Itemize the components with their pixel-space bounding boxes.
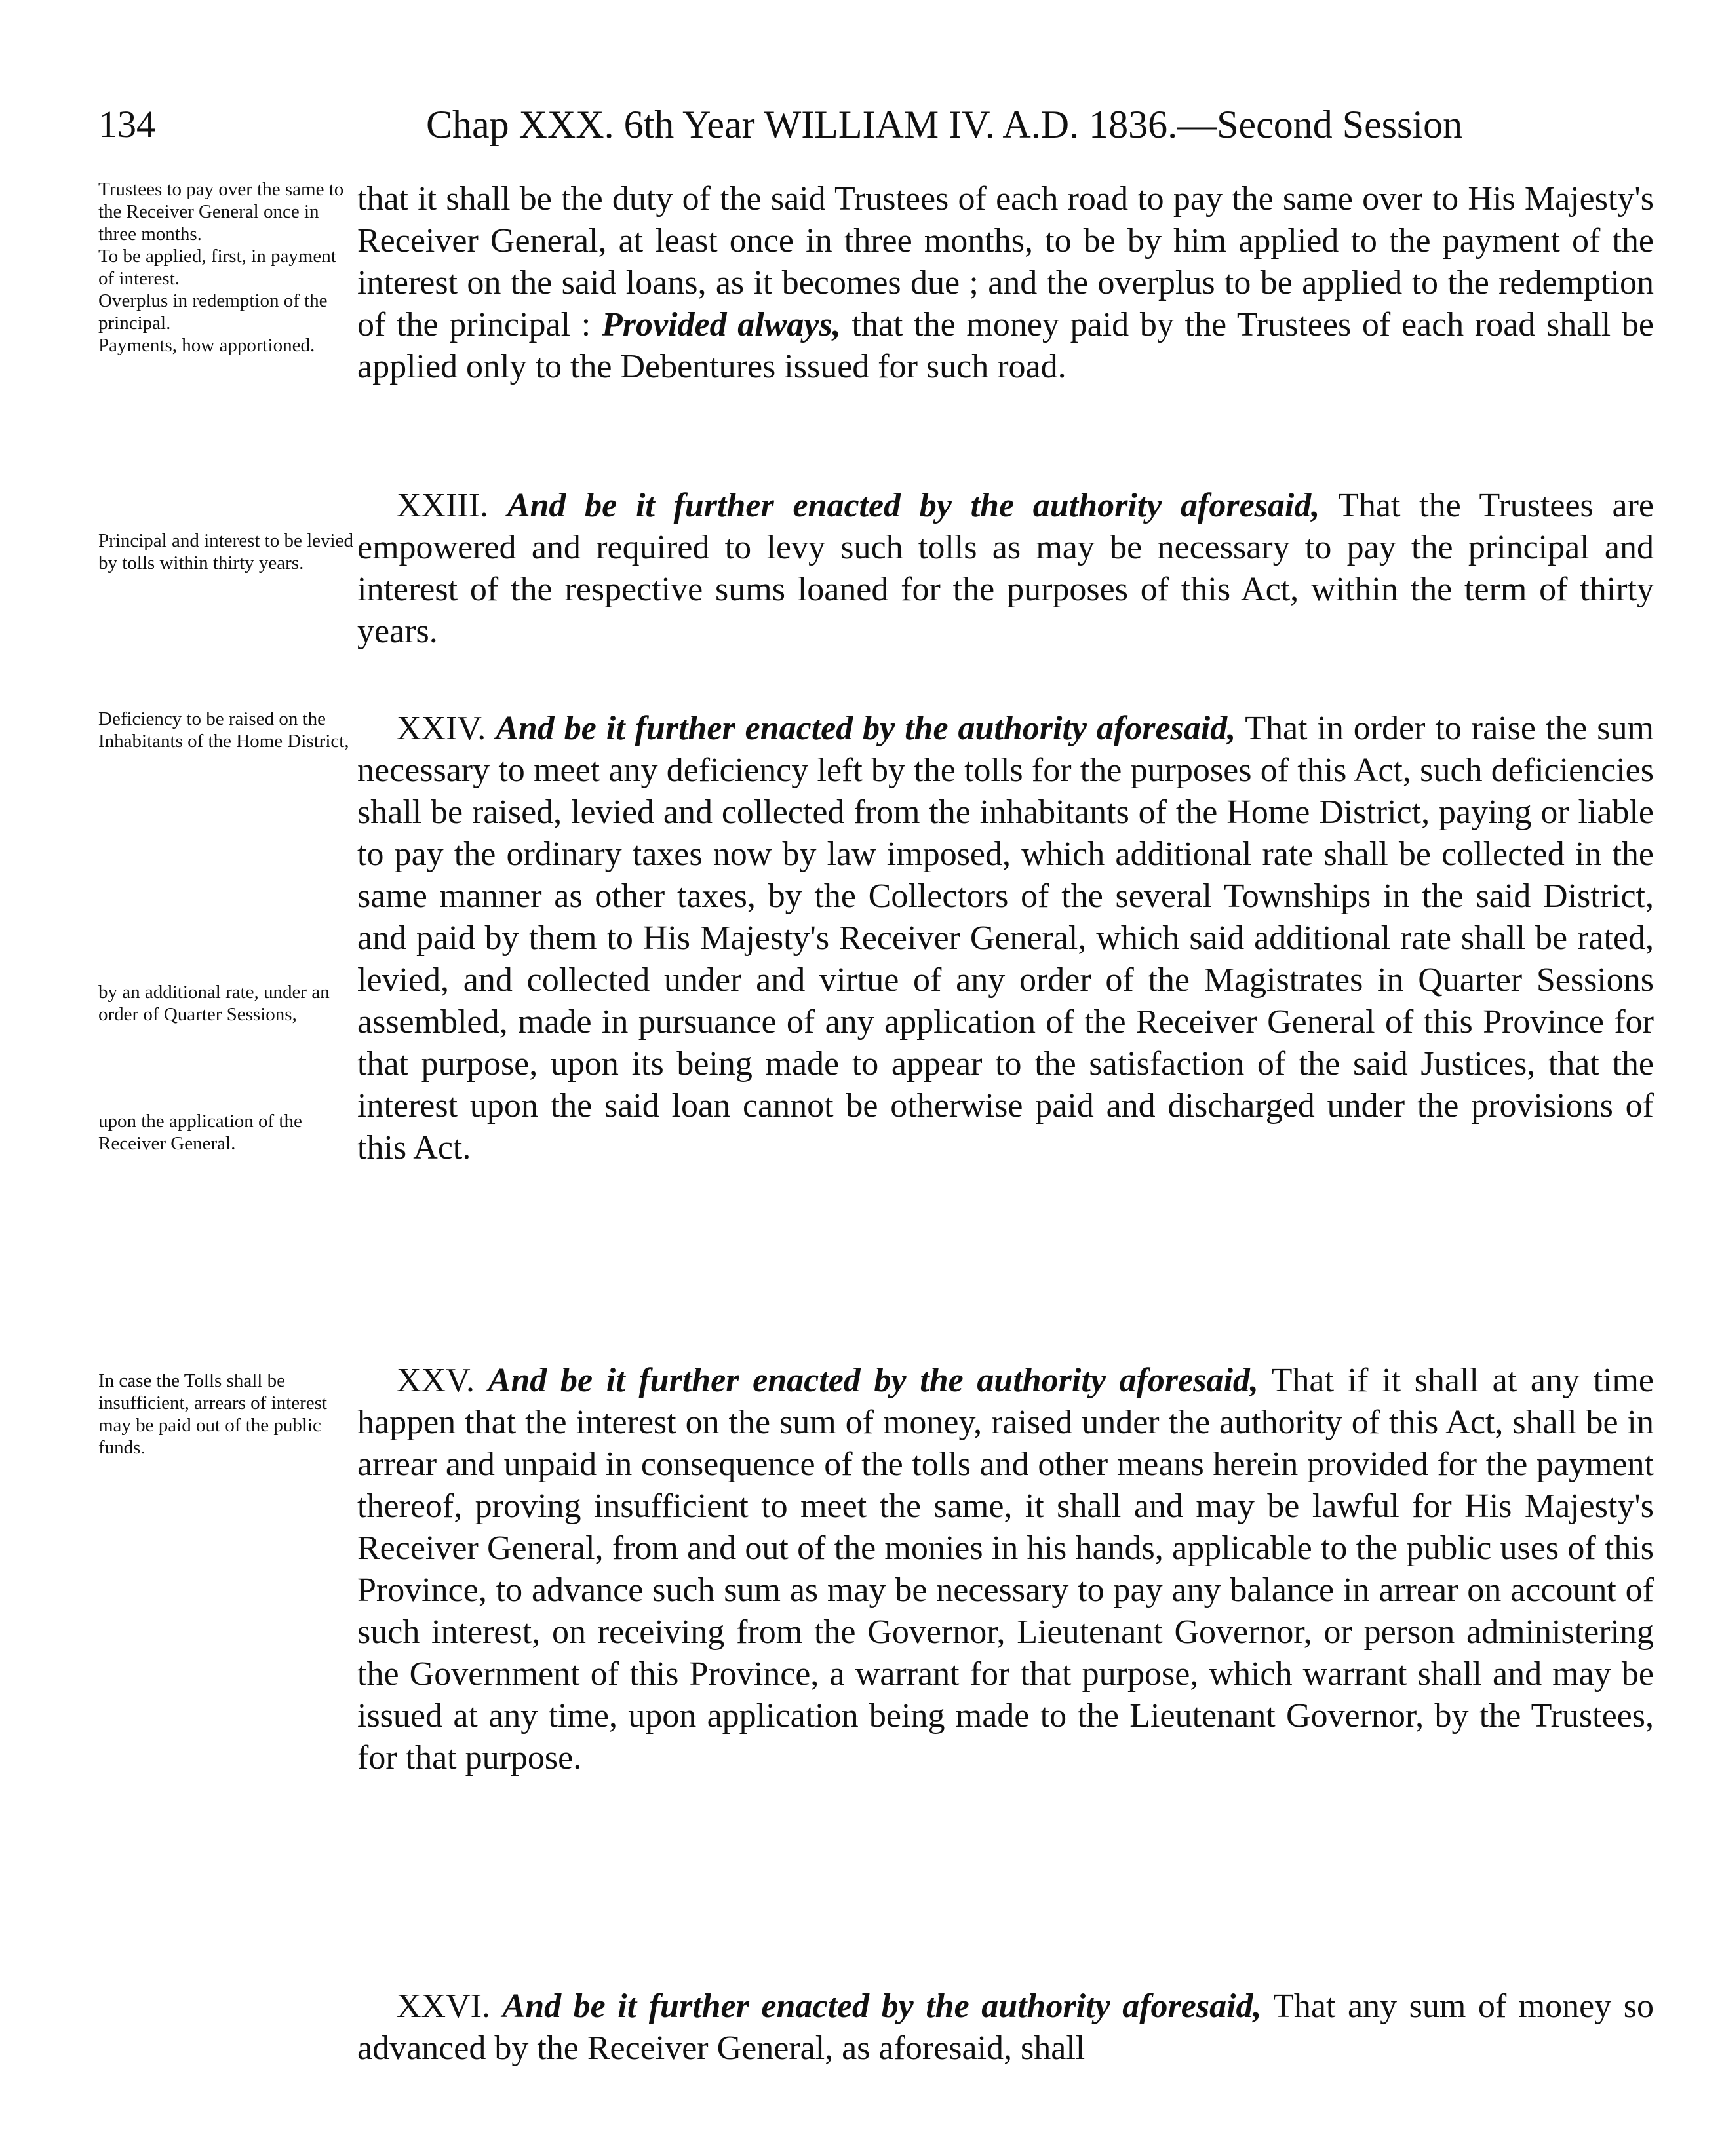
section-xxv	[357, 1360, 1654, 1779]
paragraph-text: that it shall be the duty of the said Trustees of each road to pay the same over to His Majesty's Receiver General, at least once in three months, to be by him applied to the payment of the interest on the said loans, as it becomes due ; and the overplus to be applied to the redemption of the principal :	[357, 180, 1654, 343]
margin-note-deficiency	[98, 708, 354, 752]
section-number: XXVI.	[397, 1988, 490, 2025]
proviso: Provided always,	[601, 306, 841, 343]
margin-note-trustees	[98, 178, 354, 356]
paragraph-continuation	[357, 178, 1654, 388]
page-header	[98, 98, 1599, 151]
margin-note-application	[98, 1110, 354, 1155]
margin-note-line: To be applied, first, in payment of interest.	[98, 246, 336, 289]
enacting-clause: And be it further enacted by the authority aforesaid,	[507, 487, 1320, 524]
section-number: XXIV.	[397, 710, 486, 747]
margin-note-line: Overplus in redemption of the principal.	[98, 290, 328, 334]
section-xxvi	[357, 1986, 1654, 2069]
section-text: That the Trustees are empowered and required to levy such tolls as may be necessary to pay the principal and interest of the respective sums loaned for the purposes of this Act, within the term of thirty years.	[357, 487, 1654, 650]
section-number: XXV.	[397, 1362, 475, 1399]
enacting-clause: And be it further enacted by the authority aforesaid,	[496, 710, 1236, 747]
section-text: That in order to raise the sum necessary to meet any deficiency left by the tolls for the purposes of this Act, such deficiencies shall be raised, levied and collected from the inhabitants of the Home District, paying or liable to pay the ordinary taxes now by law imposed, which additional rate shall be collected in the same manner as other taxes, by the Collectors of the several Townships in the said District, and paid by them to His Majesty's Receiver General, which said additional rate shall be rated, levied, and collected under and virtue of any order of the Magistrates in Quarter Sessions assembled, made in pursuance of any application of the Receiver General of this Province for that purpose, upon its being made to appear to the satisfaction of the said Justices, that the interest upon the said loan cannot be otherwise paid and discharged under the provisions of this Act.	[357, 710, 1654, 1166]
margin-note-line: Payments, how apportioned.	[98, 335, 315, 356]
running-title: Chap XXX. 6th Year WILLIAM IV. A.D. 1836.—Second Session	[426, 103, 1463, 146]
section-xxiii	[357, 485, 1654, 653]
margin-note-line: Trustees to pay over the same to the Receiver General once in three months.	[98, 179, 344, 244]
paragraph-text: that the money paid by the Trustees of each road shall be applied only to the Debentures issued for such road.	[357, 306, 1654, 385]
section-text: That any sum of money so advanced by the Receiver General, as aforesaid, shall	[357, 1988, 1654, 2067]
page-number: 134	[98, 103, 155, 145]
enacting-clause: And be it further enacted by the authority aforesaid,	[488, 1362, 1259, 1399]
margin-note-line: by an additional rate, under an order of Quarter Sessions,	[98, 982, 330, 1025]
margin-note-line: upon the application of the Receiver General.	[98, 1111, 302, 1154]
margin-note-insufficient-tolls	[98, 1370, 354, 1459]
margin-note-line: Deficiency to be raised on the Inhabitants of the Home District,	[98, 708, 349, 752]
section-xxiv	[357, 708, 1654, 1169]
margin-note-line: Principal and interest to be levied by tolls within thirty years.	[98, 530, 353, 573]
margin-note-line: In case the Tolls shall be insufficient, arrears of interest may be paid out of the public funds.	[98, 1370, 327, 1458]
section-number: XXIII.	[397, 487, 489, 524]
margin-note-tolls	[98, 529, 354, 574]
section-text: That if it shall at any time happen that the interest on the sum of money, raised under the authority of this Act, shall be in arrear and unpaid in consequence of the tolls and other means herein provided for the payment thereof, proving insufficient to meet the same, it shall and may be lawful for His Majesty's Receiver General, from and out of the monies in his hands, applicable to the public uses of this Province, to advance such sum as may be necessary to pay any balance in arrear on account of such interest, on receiving from the Governor, Lieutenant Governor, or person administering the Government of this Province, a warrant for that purpose, which warrant shall and may be issued at any time, upon application being made to the Lieutenant Governor, by the Trustees, for that purpose.	[357, 1362, 1654, 1777]
enacting-clause: And be it further enacted by the authority aforesaid,	[502, 1988, 1262, 2025]
margin-note-additional-rate	[98, 981, 354, 1026]
